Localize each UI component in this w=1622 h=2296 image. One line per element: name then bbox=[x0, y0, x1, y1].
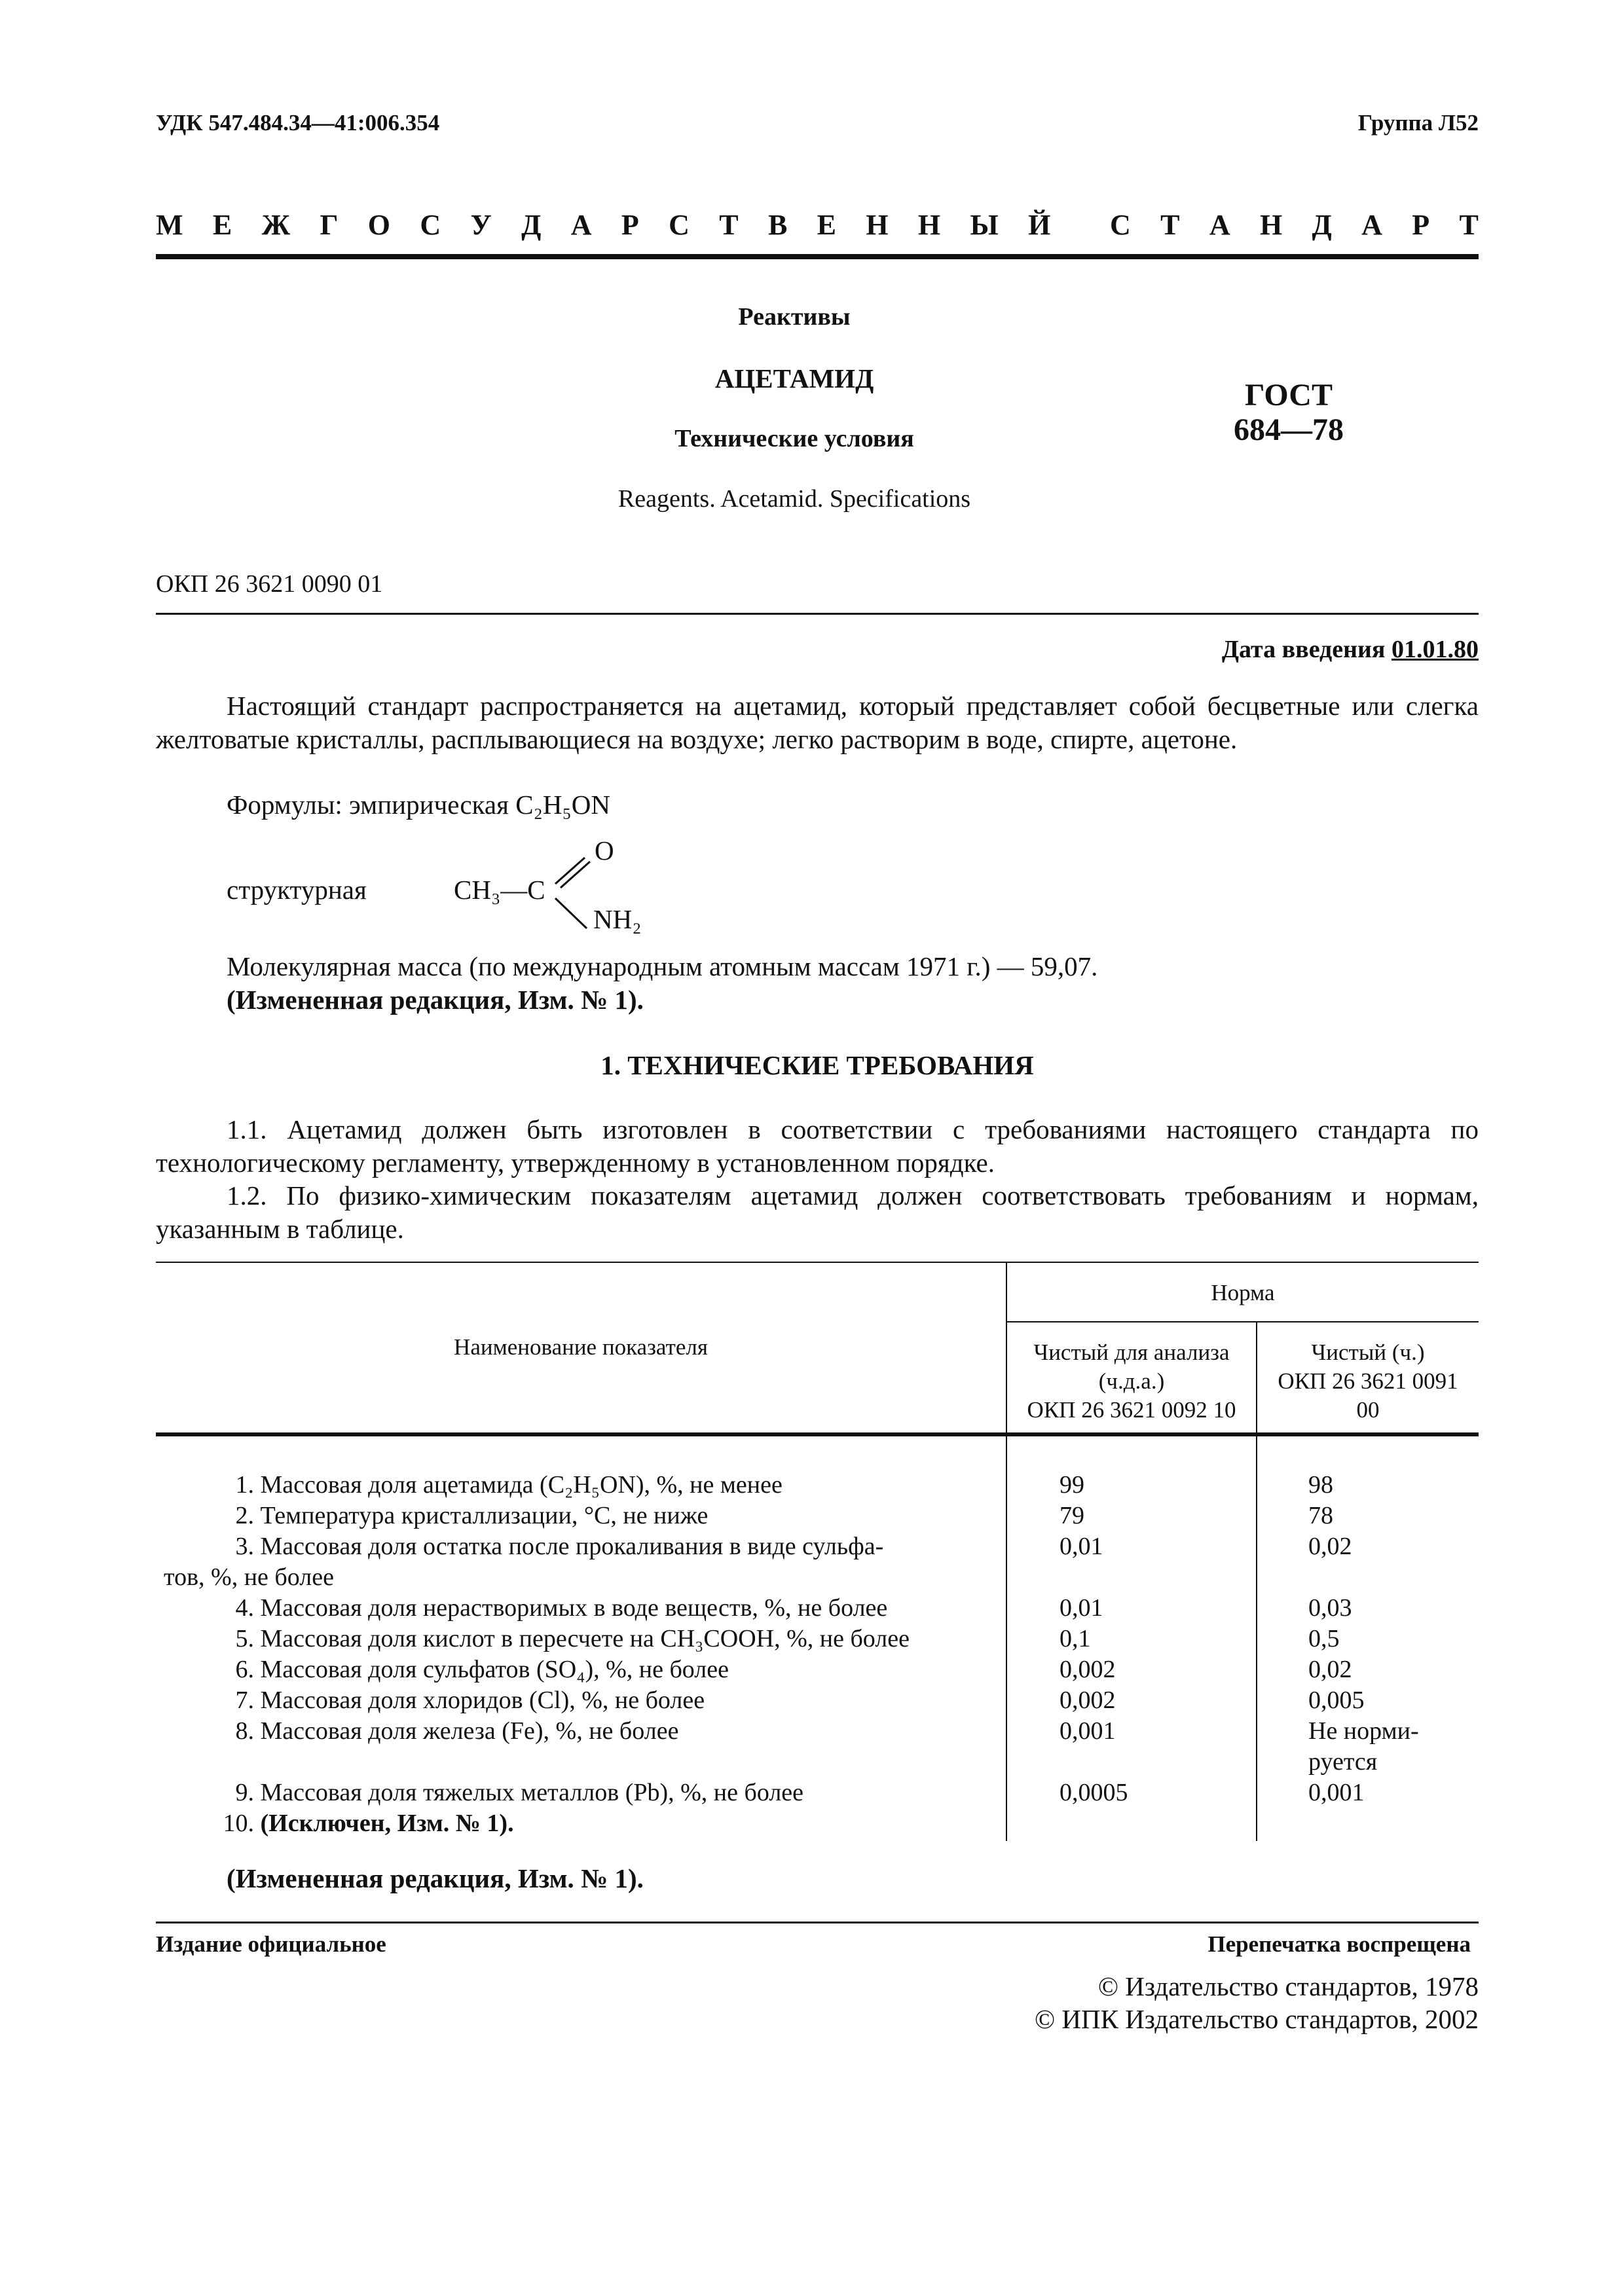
intro-date-value: 01.01.80 bbox=[1392, 636, 1479, 663]
amended-note-2: (Измененная редакция, Изм. № 1). bbox=[227, 1863, 644, 1893]
title-letter: А bbox=[1361, 209, 1382, 241]
title-letter: Н bbox=[917, 209, 941, 241]
title-letter: С bbox=[669, 209, 690, 241]
title-letter: В bbox=[767, 209, 788, 241]
title-acetamid: АЦЕТАМИД bbox=[714, 363, 874, 393]
footer-divider bbox=[156, 1922, 1479, 1923]
title-letter: С bbox=[1109, 209, 1131, 241]
title-letter: Е bbox=[212, 209, 232, 241]
intro-date bbox=[1222, 635, 1479, 664]
table-top-border bbox=[156, 1262, 1479, 1263]
title-letter: Ы bbox=[970, 209, 999, 241]
header-row bbox=[156, 110, 1479, 136]
formula-empirical bbox=[227, 789, 610, 820]
title-letter: Е bbox=[817, 209, 836, 241]
header-norm: Норма bbox=[1211, 1280, 1275, 1305]
title-reagents: Реактивы bbox=[738, 303, 851, 331]
title-letter: Н bbox=[866, 209, 889, 241]
footer-official: Издание официальное bbox=[156, 1931, 386, 1957]
intro-date-label: Дата введения bbox=[1221, 636, 1386, 663]
title-letter: Т bbox=[719, 209, 739, 241]
copyright-1978: © Издательство стандартов, 1978 bbox=[1097, 1971, 1479, 2001]
header-col-chda: Чистый для анализа (ч.д.а.) ОКП 26 3621 0092 10 bbox=[1027, 1339, 1236, 1423]
title-letter: М bbox=[156, 209, 183, 241]
title-letter: Ж bbox=[261, 209, 291, 241]
molar-mass: Молекулярная масса (по международным атомным массам 1971 г.) — 59,07. bbox=[227, 951, 1098, 981]
clause-1-1: 1.1. Ацетамид должен быть изготовлен в соответствии с требованиями настоящего стандарта по технологическому регламенту, утвержденному в установленном порядке. bbox=[156, 1114, 1479, 1178]
gost-number: 684—78 bbox=[1234, 412, 1344, 447]
title-letter: Т bbox=[1160, 209, 1180, 241]
amended-note-1: (Измененная редакция, Изм. № 1). bbox=[227, 985, 644, 1015]
formula-structural-label: структурная bbox=[227, 875, 367, 905]
section-1-title: 1. ТЕХНИЧЕСКИЕ ТРЕБОВАНИЯ bbox=[600, 1050, 1034, 1080]
title-letter: У bbox=[470, 209, 492, 241]
formula-structural-o: O bbox=[595, 835, 614, 866]
title-letter: Й bbox=[1028, 209, 1051, 241]
header-indicator-name: Наименование показателя bbox=[454, 1334, 708, 1360]
gost-block bbox=[1190, 378, 1387, 448]
udk-code: УДК 547.484.34—41:006.354 bbox=[156, 110, 440, 136]
title-letter: Р bbox=[621, 209, 639, 241]
clause-1-2: 1.2. По физико-химическим показателям ацетамид должен соответствовать требованиям и нормам, указанным в таблице. bbox=[156, 1180, 1479, 1244]
copyright-2002: © ИПК Издательство стандартов, 2002 bbox=[1034, 2004, 1479, 2034]
formula-structural-ch3: CH₃—C bbox=[454, 875, 545, 905]
footer-reprint: Перепечатка воспрещена bbox=[1207, 1931, 1471, 1957]
title-letter: Т bbox=[1459, 209, 1479, 241]
title-letter: Д bbox=[1312, 209, 1332, 241]
table-norm-divider bbox=[1007, 1321, 1479, 1322]
header-col-ch: Чистый (ч.) ОКП 26 3621 0091 00 bbox=[1278, 1339, 1458, 1423]
title-letter: О bbox=[367, 209, 391, 241]
formula-structural-nh2: NH₂ bbox=[593, 904, 642, 934]
okp-divider bbox=[156, 613, 1479, 615]
document-page: УДК 547.484.34—41:006.354 Группа Л52 М Е Ж Г О С У Д А Р С Т В Е Н Н Ы Й С Т А Н Д А Р Т Реактивы АЦЕТАМИД Технические условия Reagents. Acetamid. Specifications ГОСТ 684—78 ОКП 26 3621 0090 01 Дата введения 01.01.80 Настоящий стандарт распространяется на ацетамид, который представляет собой бесцветные или слегка желтоватые кристаллы, расплывающиеся на воздухе; легко растворим в воде, спирте, ацетоне. Формулы: эмпирическая C₂H₅ON структурная CH₃—C O NH₂ Молекулярная масса (по международным атомным массам 1971 г.) — 59,07. (Измененная редакция, Изм. № 1). 1. ТЕХНИЧЕСКИЕ ТРЕБОВАНИЯ 1.1. Ацетамид должен быть изготовлен в соответствии с требованиями настоящего стандарта по технологическому регламенту, утвержденному в установленном порядке. 1.2. По физико-химическим показателям ацетамид должен соответствовать требованиям и нормам, указанным в таблице. Наименование показателя Норма Чистый для анализа (ч.д.а.) ОКП 26 3621 0092 10 Чистый (ч.) ОКП 26 3621 0091 00 1. Массовая доля ацетамида (C₂H₅ON), %, не менее 99 98 2. Температура кристаллизации, °С, не ниже 79 78 3. Массовая доля остатка после прокаливания в виде сульфа- 0,01 0,02 тов, %, не более 4. Массовая доля нерастворимых в воде веществ, %, не более 0,01 0,03 5. Массовая доля кислот в пересчете на CH₃COOH, %, не более 0,1 0,5 6. Массовая доля сульфатов (SO₄), %, не более 0,002 0,02 7. Массовая доля хлоридов (Cl), %, не более 0,002 0,005 8. Массовая доля железа (Fe), %, не более 0,001 Не норми- руется 9. Массовая доля тяжелых металлов (Pb), %, не более 0,0005 0,001 10. (Исключен, Изм. № 1). (Измененная редакция, Изм. № 1). Издание официальное Перепечатка воспрещена © Издательство стандартов, 1978 © ИПК Издательство стандартов, 2002 bbox=[156, 110, 1479, 2034]
intro-paragraph: Настоящий стандарт распространяется на ацетамид, который представляет собой бесцветные или слегка желтоватые кристаллы, расплывающиеся на воздухе; легко растворим в воде, спирте, ацетоне. bbox=[156, 691, 1479, 754]
group-code: Группа Л52 bbox=[1357, 110, 1479, 136]
title-underline bbox=[156, 254, 1479, 259]
title-letter: С bbox=[420, 209, 441, 241]
standard-type-title bbox=[156, 208, 1479, 242]
title-letter: Р bbox=[1412, 209, 1430, 241]
okp-code: ОКП 26 3621 0090 01 bbox=[156, 570, 383, 598]
title-letter: Н bbox=[1259, 209, 1283, 241]
formula-empirical-label: Формулы: эмпирическая bbox=[227, 790, 509, 820]
title-letter: Г bbox=[320, 209, 339, 241]
title-letter: Д bbox=[521, 209, 542, 241]
title-specs: Технические условия bbox=[674, 425, 914, 452]
title-english: Reagents. Acetamid. Specifications bbox=[617, 485, 971, 513]
table-header-bottom bbox=[156, 1432, 1479, 1436]
formula-empirical-value: C₂H₅ON bbox=[515, 790, 610, 820]
title-letter: А bbox=[1209, 209, 1230, 241]
gost-label: ГОСТ bbox=[1245, 378, 1333, 412]
title-letter: А bbox=[570, 209, 592, 241]
